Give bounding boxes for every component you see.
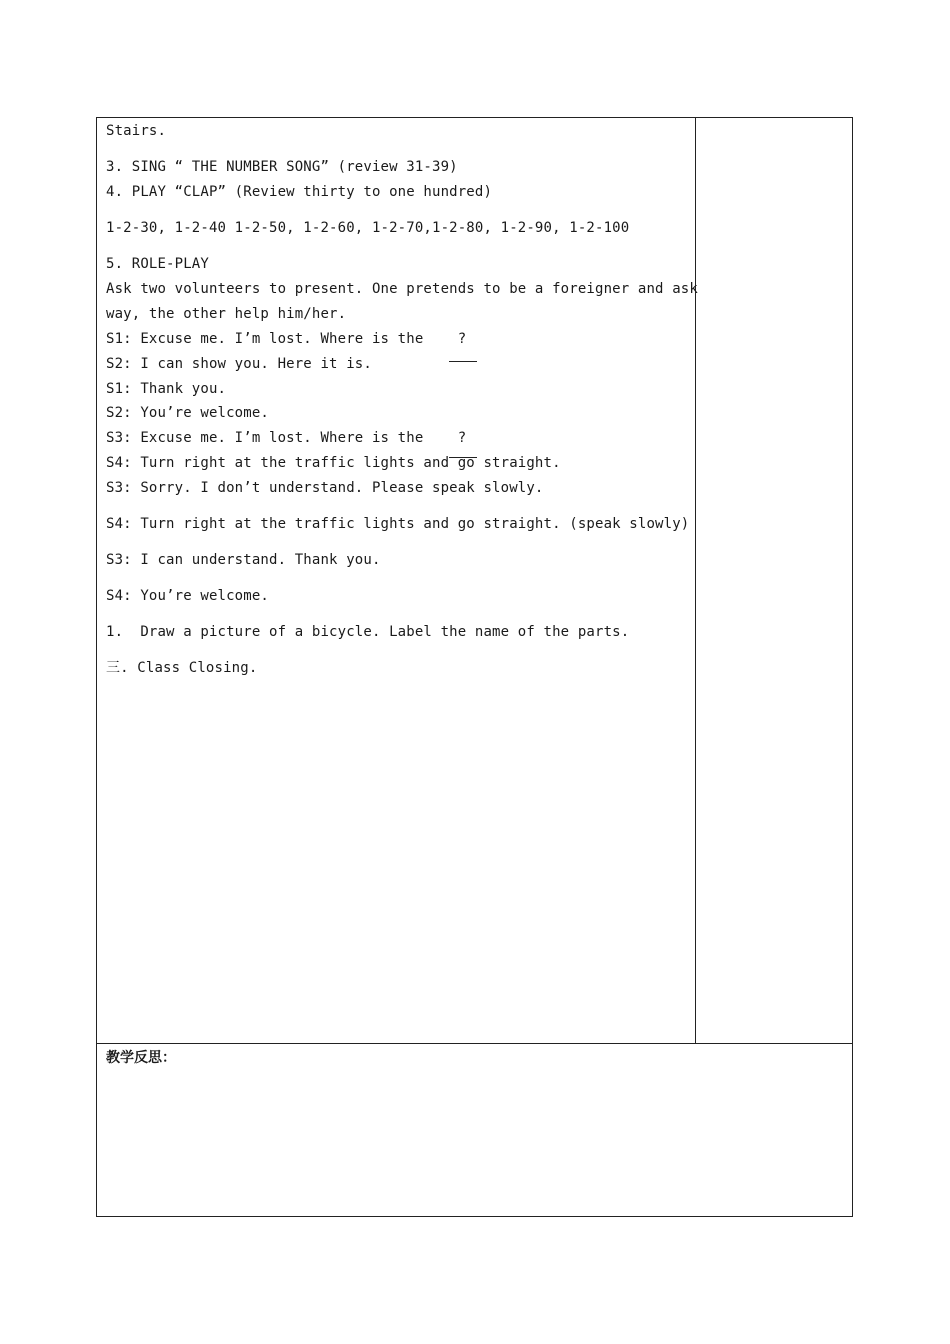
text-line-draw-bicycle: 1. Draw a picture of a bicycle. Label the name of the parts. (106, 624, 630, 640)
dialogue-line-s2-show: S2: I can show you. Here it is. (106, 356, 372, 372)
notes-cell (696, 118, 852, 1043)
dialogue-line-s3-sorry: S3: Sorry. I don’t understand. Please speak slowly. (106, 480, 544, 496)
dialogue-line-s4-slowly: S4: Turn right at the traffic lights and go straight. (speak slowly) (106, 516, 690, 532)
answer-blank-line-2 (449, 457, 477, 458)
text-line-play-clap: 4. PLAY “CLAP” (Review thirty to one hundred) (106, 184, 493, 200)
text-line-volunteers-cont: way, the other help him/her. (106, 306, 347, 322)
text-line-role-play: 5. ROLE-PLAY (106, 256, 209, 272)
dialogue-line-s4-turn-right: S4: Turn right at the traffic lights and go straight. (106, 455, 561, 471)
text-line-clap-sequence: 1-2-30, 1-2-40 1-2-50, 1-2-60, 1-2-70,1-2-80, 1-2-90, 1-2-100 (106, 220, 630, 236)
reflection-cell (97, 1043, 852, 1217)
dialogue-line-s3-excuse: S3: Excuse me. I’m lost. Where is the ? (106, 430, 467, 446)
reflection-title: 教学反思： (106, 1050, 176, 1066)
text-line-stairs: Stairs. (106, 123, 167, 139)
lesson-plan-table (96, 117, 853, 1217)
text-line-volunteers: Ask two volunteers to present. One pretends to be a foreigner and ask (106, 281, 698, 297)
dialogue-line-s2-welcome: S2: You’re welcome. (106, 405, 269, 421)
dialogue-line-s3-understand: S3: I can understand. Thank you. (106, 552, 381, 568)
dialogue-line-s1-excuse: S1: Excuse me. I’m lost. Where is the ? (106, 331, 467, 347)
text-line-class-closing: 三. Class Closing. (106, 660, 258, 676)
dialogue-line-s4-welcome: S4: You’re welcome. (106, 588, 269, 604)
answer-blank-line (449, 361, 477, 362)
dialogue-line-s1-thanks: S1: Thank you. (106, 381, 227, 397)
text-line-sing-number-song: 3. SING “ THE NUMBER SONG” (review 31-39) (106, 159, 458, 175)
lesson-content-cell (97, 118, 696, 1043)
